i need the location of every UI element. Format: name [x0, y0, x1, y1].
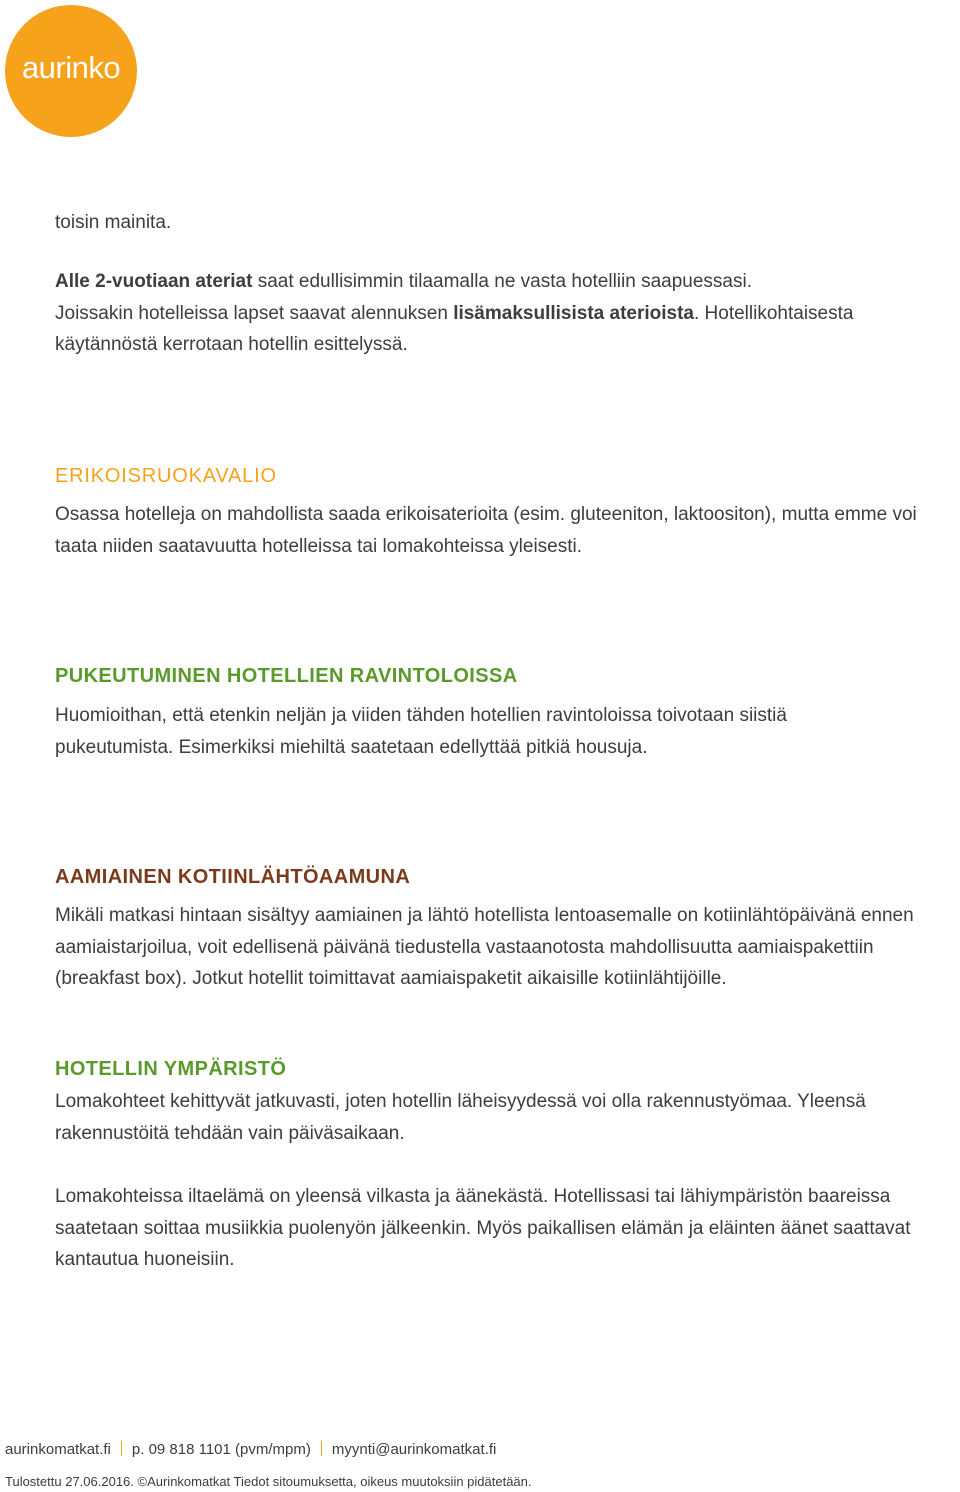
footer-contact — [5, 1441, 496, 1458]
surroundings-text-1: Lomakohteet kehittyvät jatkuvasti, joten hotellin läheisyydessä voi olla rakennustyömaa. Yleensä rakennustöitä tehdään vain päiväsaikaan. — [55, 1091, 866, 1144]
children-meals-text-3: . Hotellikohtaisesta käytännöstä kerrotaan hotellin esittelyssä. — [55, 302, 854, 355]
logo-text: aurinko — [21, 50, 121, 85]
breakfast-text: Mikäli matkasi hintaan sisältyy aamiainen ja lähtö hotellista lentoasemalle on kotiinlähtöpäivänä ennen aamiaistarjoilua, voit edellisenä päivänä tiedustella vastaanotosta mahdollisuutta aamiaispakettiin (breakfast box). Jotkut hotellit toimittavat aamiaispaketit aikaisille kotiinlähtijöille. — [55, 905, 914, 989]
surroundings-text-2: Lomakohteissa iltaelämä on yleensä vilkasta ja äänekästä. Hotellissasi tai lähiympäristön baareissa saatetaan soittaa musiikkia puolenyön jälkeenkin. Myös paikallisen elämän ja eläinten äänet saattavat kantautua huoneisiin. — [55, 1186, 911, 1270]
children-meals-text-2: Joissakin hotelleissa lapset saavat alennuksen — [55, 302, 454, 324]
children-meals-text-1: saat edullisimmin tilaamalla ne vasta hotelliin saapuessasi. — [252, 271, 752, 292]
children-meals-bold-1: Alle 2-vuotiaan ateriat — [55, 271, 253, 292]
surroundings-heading: HOTELLIN YMPÄRISTÖ — [55, 1058, 287, 1080]
intro-text: toisin mainita. — [55, 212, 172, 233]
footer-phone: p. 09 818 1101 (pvm/mpm) — [131, 1441, 311, 1458]
children-meals-paragraph — [55, 266, 950, 361]
dress-code-text: Huomioithan, että etenkin neljän ja viiden tähden hotellien ravintoloissa toivotaan siistiä pukeutumista. Esimerkiksi miehiltä saatetaan edellyttää pitkiä housuja. — [55, 705, 787, 758]
footer-printed-note: Tulostettu 27.06.2016. ©Aurinkomatkat Tiedot sitoumuksetta, oikeus muutoksiin pidätetään. — [5, 1474, 532, 1489]
footer-divider — [121, 1441, 122, 1456]
footer-website-link[interactable]: aurinkomatkat.fi — [5, 1441, 111, 1458]
children-meals-bold-2: lisämaksullisista aterioista — [453, 302, 694, 324]
special-diet-heading: ERIKOISRUOKAVALIO — [55, 465, 277, 487]
aurinko-logo — [5, 5, 137, 137]
special-diet-text: Osassa hotelleja on mahdollista saada erikoisaterioita (esim. gluteeniton, laktoositon), mutta emme voi taata niiden saatavuutta hotelleissa tai lomakohteissa yleisesti. — [55, 504, 917, 557]
footer-divider — [321, 1441, 322, 1456]
dress-code-heading: PUKEUTUMINEN HOTELLIEN RAVINTOLOISSA — [55, 665, 518, 687]
breakfast-heading: AAMIAINEN KOTIINLÄHTÖAAMUNA — [55, 866, 411, 888]
footer-email-link[interactable]: myynti@aurinkomatkat.fi — [331, 1441, 497, 1458]
